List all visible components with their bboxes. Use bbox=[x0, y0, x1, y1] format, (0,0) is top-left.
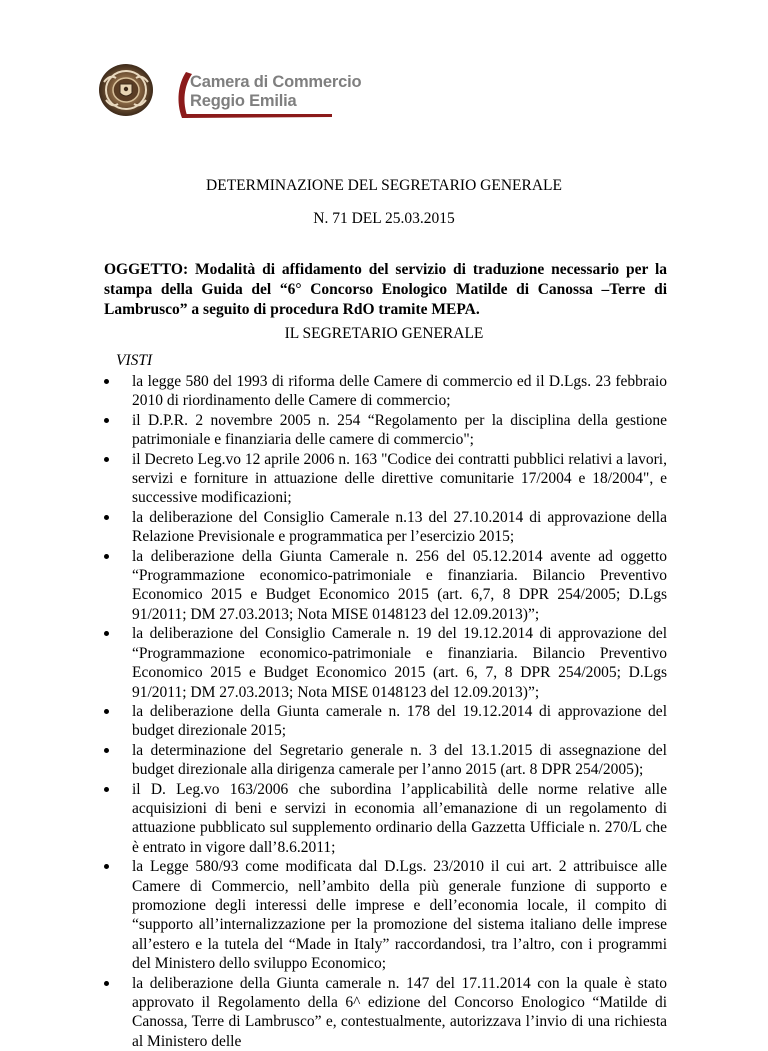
list-item bbox=[104, 857, 667, 973]
document-number: N. 71 DEL 25.03.2015 bbox=[313, 210, 455, 227]
list-item bbox=[104, 624, 667, 702]
list-item bbox=[104, 547, 667, 625]
bullet-icon bbox=[104, 379, 109, 384]
bullet-icon bbox=[104, 787, 109, 792]
logo-line-1: Camera di Commercio bbox=[190, 73, 362, 91]
list-item-text: la deliberazione del Consiglio Camerale n. 19 del 19.12.2014 di approvazione del “Programmazione economico-patrimoniale e finanziaria. Bilancio Preventivo Economico 2015 e Budget Economico 2015 (art. 6, 7, 8 DPR 254/2005; D.Lgs 91/2011; DM 27.03.2013; Nota MISE 0148123 del 12.09.2013)”; bbox=[132, 625, 667, 701]
subject-paragraph: OGGETTO: Modalità di affidamento del servizio di traduzione necessario per la stampa della Guida del “6° Concorso Enologico Matilde di Canossa –Terre di Lambrusco” a seguito di procedura RdO tramite MEPA. bbox=[104, 261, 667, 318]
bullet-icon bbox=[104, 457, 109, 462]
chamber-logo bbox=[96, 62, 362, 122]
bullet-icon bbox=[104, 864, 109, 869]
bullet-icon bbox=[104, 515, 109, 520]
bullet-icon bbox=[104, 981, 109, 986]
list-item-text: la determinazione del Segretario generale n. 3 del 13.1.2015 di assegnazione del budget direzionale alla dirigenza camerale per l’anno 2015 (art. 8 DPR 254/2005); bbox=[132, 741, 667, 779]
list-item bbox=[104, 702, 667, 741]
list-item-text: la legge 580 del 1993 di riforma delle Camere di commercio ed il D.Lgs. 23 febbraio 2010 di riordinamento delle Camere di commercio; bbox=[132, 373, 667, 410]
logo-line-2: Reggio Emilia bbox=[190, 92, 297, 110]
bullet-icon bbox=[104, 418, 109, 423]
coat-of-arms-emblem-icon bbox=[96, 62, 156, 118]
list-item-text: la Legge 580/93 come modificata dal D.Lgs. 23/2010 il cui art. 2 attribuisce alle Camere di Commercio, nell’ambito della più generale funzione di supporto e promozione degli interessi delle imprese e dell’economia locale, il compito di “supporto all’internalizzazione per la promozione del sistema italiano delle imprese all’estero e la tutela del “Made in Italy” raccordandosi, tra l’altro, con i programmi del Ministero dello sviluppo Economico; bbox=[132, 858, 667, 973]
visti-label: VISTI bbox=[116, 352, 153, 369]
section-title: IL SEGRETARIO GENERALE bbox=[284, 325, 484, 342]
list-item-text: la deliberazione della Giunta camerale n. 147 del 17.11.2014 con la quale è stato approvato il Regolamento della 6^ edizione del Concorso Enologico “Matilde di Canossa, Terre di Lambrusco” e, contestualmente, autorizzava l’invio di una richiesta al Ministero delle bbox=[132, 974, 667, 1050]
list-item bbox=[104, 508, 667, 547]
bullet-icon bbox=[104, 709, 109, 714]
bullet-icon bbox=[104, 554, 109, 559]
list-item-text: la deliberazione del Consiglio Camerale n.13 del 27.10.2014 di approvazione della Relazione Previsionale e programmatica per l’esercizio 2015; bbox=[132, 508, 667, 546]
list-item bbox=[104, 411, 667, 450]
list-item bbox=[104, 372, 667, 411]
list-item-text: il D.P.R. 2 novembre 2005 n. 254 “Regolamento per la disciplina della gestione patrimoniale e finanziaria delle camere di commercio"; bbox=[132, 411, 667, 449]
bullet-icon bbox=[104, 631, 109, 636]
list-item bbox=[104, 974, 667, 1051]
list-item bbox=[104, 450, 667, 508]
premises-list bbox=[104, 372, 667, 1051]
list-item bbox=[104, 780, 667, 858]
list-item-text: la deliberazione della Giunta Camerale n. 256 del 05.12.2014 avente ad oggetto “Programmazione economico-patrimoniale e finanziaria. Bilancio Preventivo Economico 2015 e Budget Economico 2015 (art. 6,7, 8 DPR 254/2005; D.Lgs 91/2011; DM 27.03.2013; Nota MISE 0148123 del 12.09.2013)”; bbox=[132, 547, 667, 623]
list-item-text: il Decreto Leg.vo 12 aprile 2006 n. 163 "Codice dei contratti pubblici relativi a lavori, servizi e forniture in attuazione delle direttive comunitarie 17/2004 e 18/2004", e successive modificazioni; bbox=[132, 450, 667, 507]
list-item-text: il D. Leg.vo 163/2006 che subordina l’applicabilità delle norme relative alle acquisizioni di beni e servizi in economia all’emanazione di un regolamento di attuazione pubblicato sul supplemento ordinario della Gazzetta Ufficiale n. 270/L che è entrato in vigore dall’8.6.2011; bbox=[132, 780, 667, 856]
list-item bbox=[104, 741, 667, 780]
document-title: DETERMINAZIONE DEL SEGRETARIO GENERALE bbox=[206, 177, 562, 194]
list-item-text: la deliberazione della Giunta camerale n. 178 del 19.12.2014 di approvazione del budget direzionale 2015; bbox=[132, 702, 667, 740]
bullet-icon bbox=[104, 748, 109, 753]
